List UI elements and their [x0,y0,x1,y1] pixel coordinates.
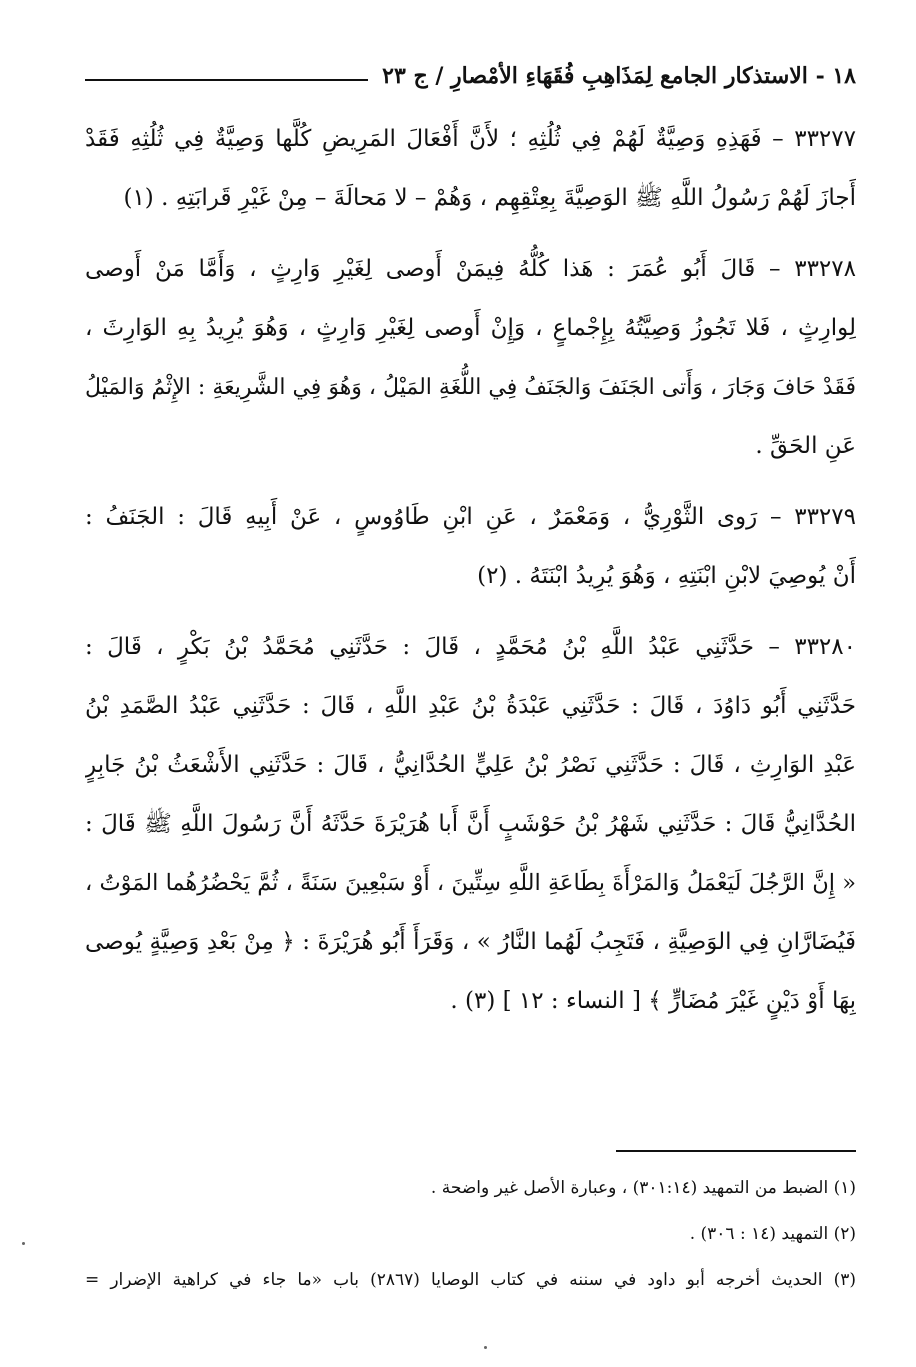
header-rule [85,79,368,81]
text-line: « إِنَّ الرَّجُلَ لَيَعْمَلُ وَالمَرْأَةَ بِطَاعَةِ اللَّهِ سِتِّينَ ، أَوْ سَبْعِينَ سَنَةً ، ثُمَّ يَحْضُرُهُما المَوْتُ ، [85,870,856,896]
paragraph [85,488,856,606]
text-line: لِوارِثٍ ، فَلا تَجُوزُ وَصِيَّتُهُ بِإِجْماعٍ ، وَإِنْ أَوصى لِغَيْرِ وَارِثٍ ، وَهُوَ يُرِيدُ بِهِ الوَارِثَ ، [85,315,856,341]
margin-speck [22,1242,25,1245]
text-line: عَنِ الحَقِّ . [755,433,856,459]
footnote: (١) الضبط من التمهيد (٣٠١:١٤) ، وعبارة الأصل غير واضحة . [430,1178,856,1198]
footnotes [85,1165,856,1303]
text-line: الحُدَّانِيُّ قَالَ : حَدَّثَنِي شَهْرُ بْنُ حَوْشَبٍ أَنَّ أَبا هُرَيْرَةَ حَدَّثَهُ أَنَّ رَسُولَ اللَّهِ ﷺ قَالَ : [85,811,856,837]
text-line: ٣٣٢٨٠ – حَدَّثَنِي عَبْدُ اللَّهِ بْنُ مُحَمَّدٍ ، قَالَ : حَدَّثَنِي مُحَمَّدُ بْنُ بَكْرٍ ، قَالَ : [85,634,856,660]
running-header-title: ١٨ - الاستذكار الجامع لِمَذَاهِبِ فُقَهَاءِ الأمْصارِ / ج ٢٣ [382,63,856,89]
paragraph [85,618,856,1031]
text-line: عَبْدِ الوَارِثِ ، قَالَ : حَدَّثَنِي نَصْرُ بْنُ عَلِيٍّ الحُدَّانِيُّ ، قَالَ : حَدَّثَنِي الأَشْعَثُ بْنُ جَابِرٍ [85,752,856,778]
footnote: (٢) التمهيد (١٤ : ٣٠٦) . [689,1224,856,1244]
text-line: ٣٣٢٧٩ – رَوى الثَّوْرِيُّ ، وَمَعْمَرٌ ، عَنِ ابْنِ طَاوُوسٍ ، عَنْ أَبِيهِ قَالَ : الجَنَفُ : [85,504,856,530]
text-line: ٣٣٢٧٨ – قَالَ أَبُو عُمَرَ : هَذا كُلُّهُ فِيمَنْ أَوصى لِغَيْرِ وَارِثٍ ، وَأَمَّا مَنْ أَوصى [85,256,856,282]
paragraph [85,110,856,228]
footnote: (٣) الحديث أخرجه أبو داود في سننه في كتاب الوصايا (٢٨٦٧) باب «ما جاء في كراهية الإضرار = [85,1270,856,1290]
text-line: بِهَا أَوْ دَيْنٍ غَيْرَ مُضَارٍّ ﴾ [ النساء : ١٢ ] (٣) . [450,988,856,1014]
text-line: فَيُضَارَّانِ فِي الوَصِيَّةِ ، فَتَجِبُ لَهُما النَّارُ » ، وَقَرَأَ أَبُو هُرَيْرَةَ : ﴿ مِنْ بَعْدِ وَصِيَّةٍ يُوصى [85,929,856,955]
text-line: فَقَدْ حَافَ وَجَارَ ، وَأَتى الجَنَفَ وَالجَنَفُ فِي اللُّغَةِ المَيْلُ ، وَهُوَ فِي الشَّرِيعَةِ : الإِثْمُ وَالمَيْلُ [85,375,856,400]
text-line: أَنْ يُوصِيَ لابْنِ ابْنَتِهِ ، وَهُوَ يُرِيدُ ابْنَتَهُ . (٢) [477,563,856,589]
page-header [85,56,856,96]
margin-speck [484,1346,487,1349]
text-line: أَجازَ لَهُمْ رَسُولُ اللَّهِ ﷺ الوَصِيَّةَ بِعِتْقِهِم ، وَهُمْ – لا مَحالَةَ – مِنْ غَيْرِ قَرابَتِهِ . (١) [123,185,856,211]
text-line: ٣٣٢٧٧ – فَهَذِهِ وَصِيَّةٌ لَهُمْ فِي ثُلُثِهِ ؛ لأَنَّ أَفْعَالَ المَرِيضِ كُلَّها وَصِيَّةٌ فِي ثُلُثِهِ فَقَدْ [85,126,856,152]
text-line: حَدَّثَنِي أَبُو دَاوُدَ ، قَالَ : حَدَّثَنِي عَبْدَةُ بْنُ عَبْدِ اللَّهِ ، قَالَ : حَدَّثَنِي عَبْدُ الصَّمَدِ بْنُ [85,693,856,719]
paragraph [85,240,856,476]
main-text [85,110,856,1031]
footnote-divider [616,1150,856,1152]
